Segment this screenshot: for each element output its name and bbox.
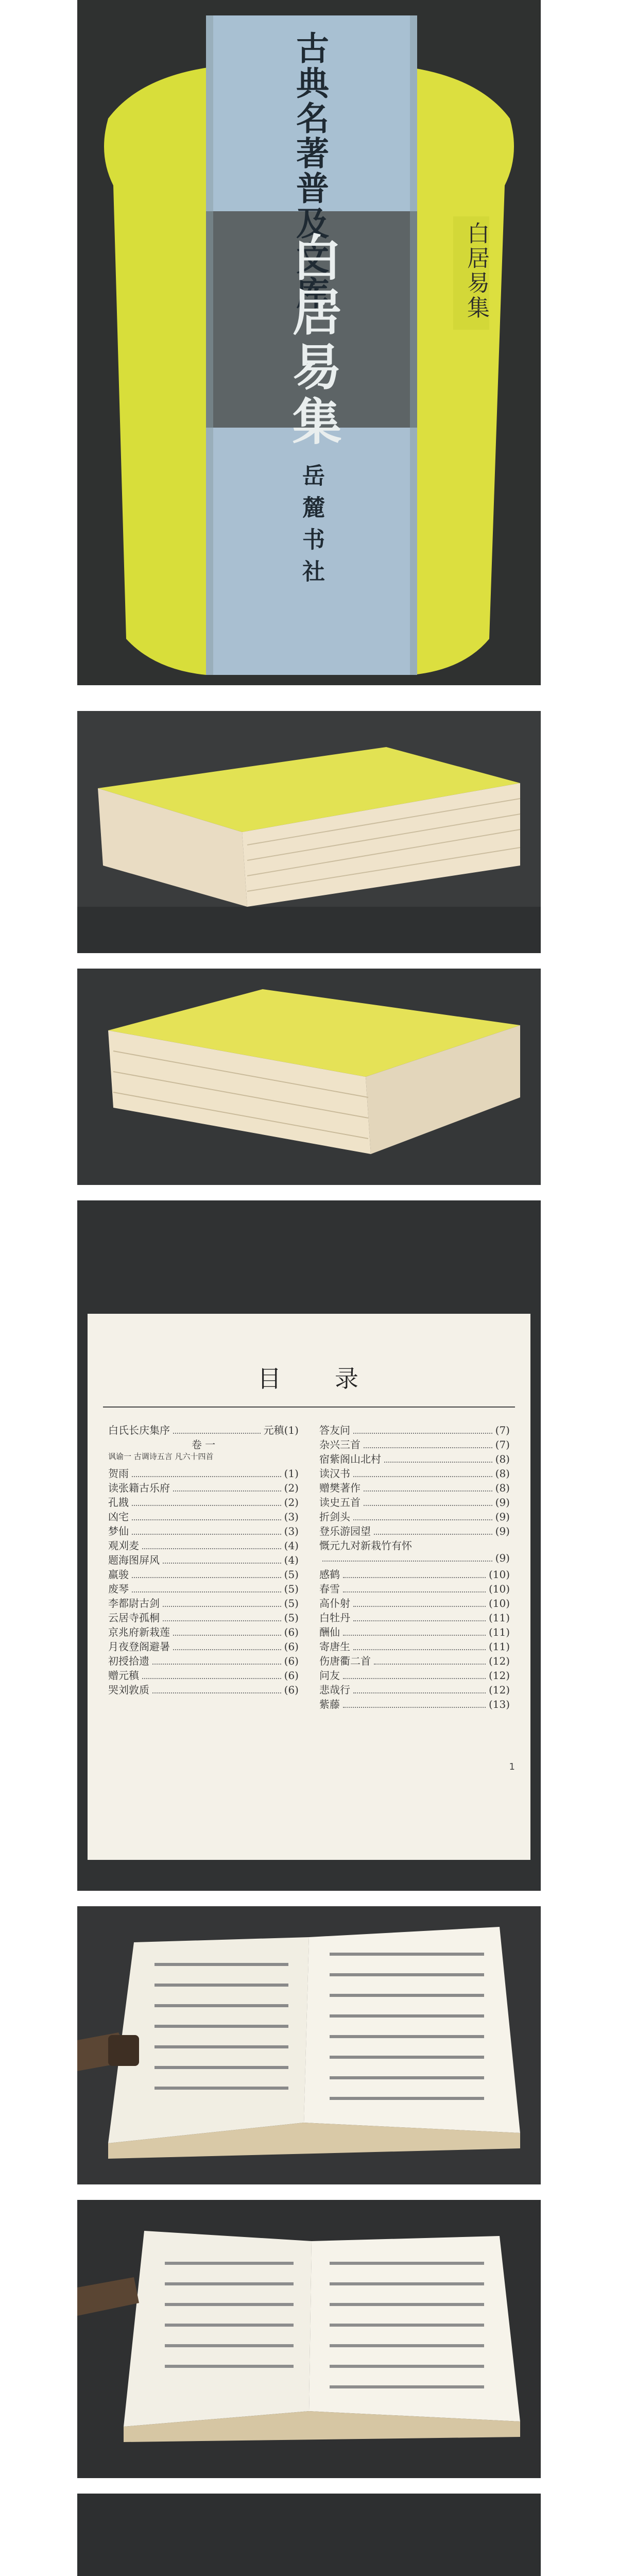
spine-publisher: 岳麓书社: [298, 464, 324, 591]
toc-entry[interactable]: 孔戡 (2): [108, 1496, 299, 1509]
book-side-photo: [77, 711, 541, 953]
toc-entry[interactable]: (9): [319, 1552, 510, 1566]
toc-entry[interactable]: 悲哉行 (12): [319, 1684, 510, 1696]
toc-entry[interactable]: 赠樊著作 (8): [319, 1482, 510, 1494]
toc-entry[interactable]: 紫藤 (13): [319, 1698, 510, 1710]
toc-entry[interactable]: 白牡丹 (11): [319, 1612, 510, 1624]
toc-entry[interactable]: 答友问 (7): [319, 1424, 510, 1436]
toc-entry[interactable]: 初授拾遗 (6): [108, 1655, 299, 1667]
toc-entry[interactable]: 云居寺孤桐 (5): [108, 1612, 299, 1624]
toc-entry[interactable]: 春雪 (10): [319, 1583, 510, 1595]
spine-photo: [77, 0, 541, 685]
toc-entry[interactable]: 读张籍古乐府 (2): [108, 1482, 299, 1494]
open-book-graphic: [77, 1906, 541, 2184]
toc-page-number: 1: [509, 1761, 515, 1772]
toc-entry[interactable]: 伤唐衢二首 (12): [319, 1655, 510, 1667]
toc-entry[interactable]: 讽谕一 古调诗五言 凡六十四首: [108, 1452, 214, 1461]
open-book-graphic-2: [77, 2200, 541, 2478]
toc-entry[interactable]: 寄唐生 (11): [319, 1640, 510, 1653]
book-side-graphic-2: [77, 969, 541, 1185]
spine-book-title: 白居易集: [284, 232, 342, 450]
toc-entry[interactable]: 高仆射 (10): [319, 1597, 510, 1609]
toc-entry[interactable]: 读汉书 (8): [319, 1467, 510, 1480]
toc-entry[interactable]: 酬仙 (11): [319, 1626, 510, 1638]
book-side-graphic: [77, 711, 541, 953]
book-side-photo-2: [77, 969, 541, 1185]
toc-entry[interactable]: 读史五首 (9): [319, 1496, 510, 1509]
toc-divider: [103, 1406, 515, 1408]
toc-heading-left: 目: [258, 1365, 281, 1393]
toc-entry[interactable]: 杂兴三首 (7): [319, 1438, 510, 1451]
toc-entry[interactable]: 卷 一: [191, 1438, 216, 1451]
toc-entry[interactable]: 登乐游园望 (9): [319, 1525, 510, 1537]
open-book-photo-2: [77, 2200, 541, 2478]
toc-entry[interactable]: 李都尉古剑 (5): [108, 1597, 299, 1609]
open-book-photo: [77, 1906, 541, 2184]
toc-photo: [77, 1200, 541, 1891]
toc-entry[interactable]: 哭刘敦质 (6): [108, 1684, 299, 1696]
toc-entry[interactable]: 贺雨 (1): [108, 1467, 299, 1480]
toc-entry[interactable]: 宿紫阁山北村 (8): [319, 1453, 510, 1465]
toc-entry[interactable]: 京兆府新栽莲 (6): [108, 1626, 299, 1638]
spine-series-title: 古典名著普及文库: [290, 31, 329, 311]
toc-right-column: [319, 1422, 510, 1710]
front-cover-photo: [77, 2494, 541, 2576]
toc-entry[interactable]: 题海图屏风 (4): [108, 1554, 299, 1566]
toc-entry[interactable]: 白氏长庆集序 元稹(1): [108, 1424, 299, 1436]
toc-entry[interactable]: 观刈麦 (4): [108, 1539, 299, 1552]
toc-page: [88, 1314, 530, 1860]
toc-heading-right: 录: [335, 1365, 358, 1393]
toc-entry[interactable]: 羸骏 (5): [108, 1568, 299, 1581]
toc-entry[interactable]: 赠元稹 (6): [108, 1669, 299, 1682]
toc-entry[interactable]: 废琴 (5): [108, 1583, 299, 1595]
toc-entry[interactable]: 月夜登阁避暑 (6): [108, 1640, 299, 1653]
toc-entry[interactable]: 梦仙 (3): [108, 1525, 299, 1537]
toc-entry[interactable]: 折剑头 (9): [319, 1511, 510, 1523]
toc-entry[interactable]: 感鹤 (10): [319, 1568, 510, 1581]
toc-entry[interactable]: 问友 (12): [319, 1669, 510, 1682]
back-cover-title: 白居易集: [463, 222, 489, 320]
toc-left-column: [108, 1422, 299, 1696]
toc-entry[interactable]: 慨元九对新栽竹有怀: [319, 1539, 412, 1552]
toc-entry[interactable]: 凶宅 (3): [108, 1511, 299, 1523]
